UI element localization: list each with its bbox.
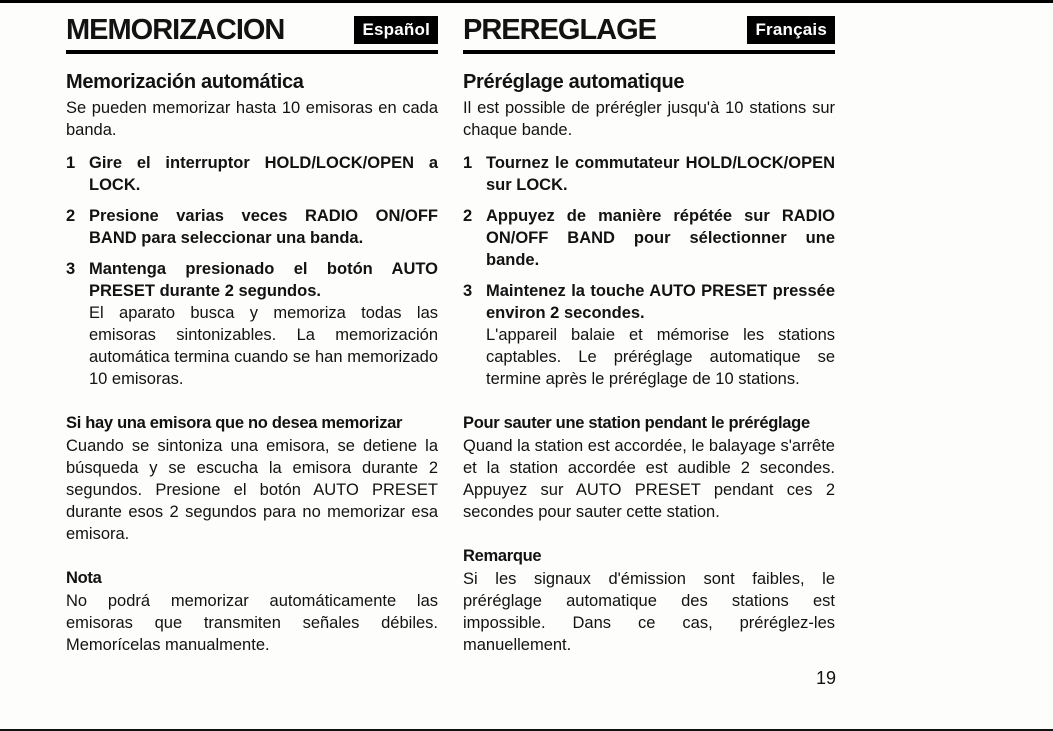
page-title-french: PREREGLAGE — [463, 13, 657, 46]
step-number: 2 — [463, 207, 473, 225]
section-title-spanish: Memorización automática — [66, 71, 304, 93]
step-number: 3 — [463, 282, 473, 300]
subsection-title-note-fr: Remarque — [463, 547, 542, 565]
subsection-title-skip-station-es: Si hay una emisora que no desea memorizar — [66, 414, 403, 432]
step-detail: L'appareil balaie et mémorise les stations captables. Le préréglage automatique se termine après le préréglage de 10 stations. — [486, 326, 835, 388]
page-number: 19 — [816, 668, 837, 688]
intro-paragraph-spanish: Se pueden memorizar hasta 10 emisoras en cada banda. — [66, 99, 438, 139]
step-text: Presione varias veces RADIO ON/OFF BAND para seleccionar una banda. — [89, 207, 438, 247]
subsection-title-skip-station-fr: Pour sauter une station pendant le préréglage — [463, 414, 810, 432]
step-item — [66, 205, 438, 249]
step-item — [463, 280, 835, 390]
step-detail: El aparato busca y memoriza todas las emisoras sintonizables. La memorización automática termina cuando se han memorizado 10 emisoras. — [89, 304, 438, 388]
step-text: Gire el interruptor HOLD/LOCK/OPEN a LOCK. — [89, 154, 438, 194]
header-rule-french — [463, 50, 835, 54]
step-item — [463, 152, 835, 196]
step-text: Maintenez la touche AUTO PRESET pressée environ 2 secondes. — [486, 282, 835, 322]
step-text: Mantenga presionado el botón AUTO PRESET durante 2 segundos. — [89, 260, 438, 300]
step-item — [66, 152, 438, 196]
subsection-title-note-es: Nota — [66, 569, 102, 587]
step-text: Tournez le commutateur HOLD/LOCK/OPEN sur LOCK. — [486, 154, 835, 194]
language-badge-french: Français — [747, 16, 835, 44]
step-number: 1 — [66, 154, 76, 172]
column-french — [463, 13, 835, 656]
step-text: Appuyez de manière répétée sur RADIO ON/OFF BAND pour sélectionner une bande. — [486, 207, 835, 269]
subsection-body-note-fr: Si les signaux d'émission sont faibles, le préréglage automatique des stations est impossible. Dans ce cas, préréglez-les manuellement. — [463, 570, 835, 654]
header-rule-spanish — [66, 50, 438, 54]
column-header-french — [463, 13, 835, 47]
column-spanish — [66, 13, 438, 656]
steps-list-spanish — [66, 152, 438, 390]
subsection-body-skip-station-fr: Quand la station est accordée, le balayage s'arrête et la station accordée est audible 2 secondes. Appuyez sur AUTO PRESET pendant ces 2 secondes pour sauter cette station. — [463, 437, 835, 521]
step-number: 3 — [66, 260, 76, 278]
subsection-body-skip-station-es: Cuando se sintoniza una emisora, se detiene la búsqueda y se escucha la emisora durante 2 segundos. Presione el botón AUTO PRESET durante esos 2 segundos para no memorizar esa emisora. — [66, 437, 438, 543]
steps-list-french — [463, 152, 835, 390]
subsection-body-note-es: No podrá memorizar automáticamente las emisoras que transmiten señales débiles. Memorícelas manualmente. — [66, 592, 438, 654]
section-title-french: Préréglage automatique — [463, 71, 685, 93]
column-header-spanish — [66, 13, 438, 47]
step-number: 1 — [463, 154, 473, 172]
top-border-rule — [0, 0, 1053, 3]
language-badge-spanish: Español — [354, 16, 438, 44]
step-number: 2 — [66, 207, 76, 225]
intro-paragraph-french: Il est possible de prérégler jusqu'à 10 stations sur chaque bande. — [463, 99, 835, 139]
step-item — [463, 205, 835, 271]
page-title-spanish: MEMORIZACION — [66, 13, 285, 46]
step-item — [66, 258, 438, 390]
